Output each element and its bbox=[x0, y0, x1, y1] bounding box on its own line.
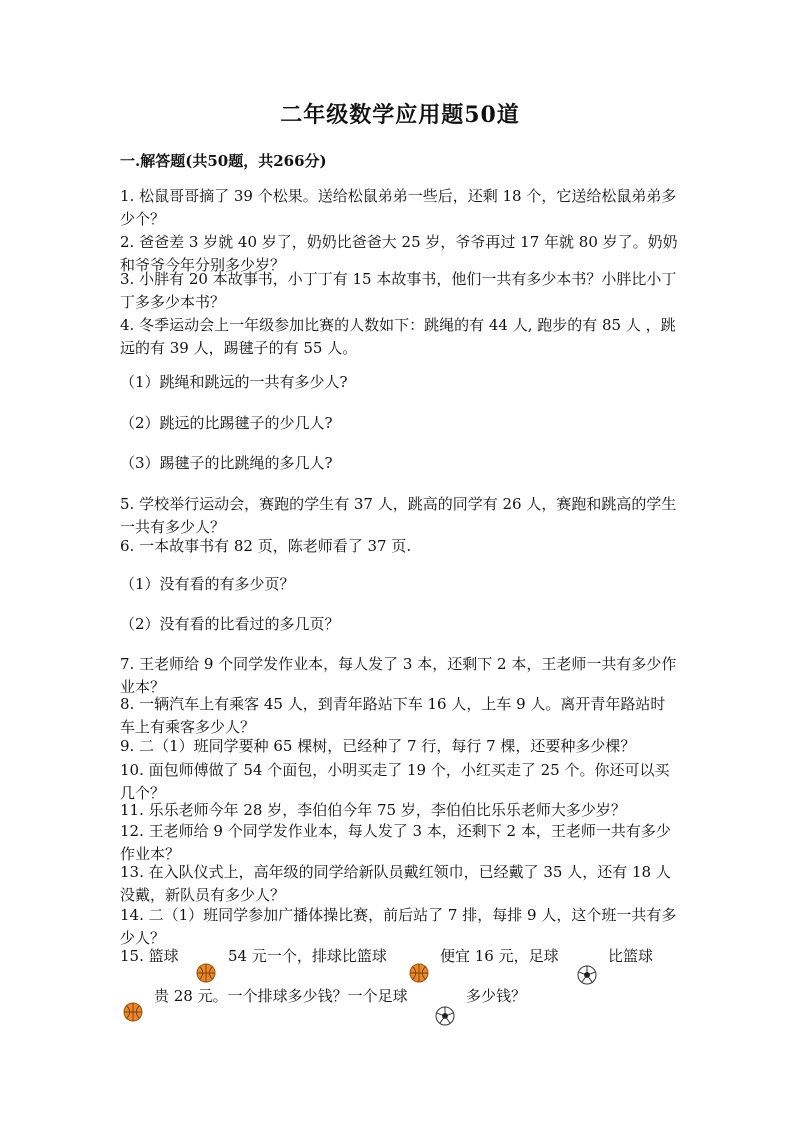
soccer-ball-icon bbox=[435, 1006, 455, 1026]
question-9: 9. 二（1）班同学要种 65 棵树，已经种了 7 行，每行 7 棵，还要种多少棵？ bbox=[120, 737, 636, 755]
question-12: 12. 王老师给 9 个同学发作业本，每人发了 3 本，还剩下 2 本，王老师一共有多少作业本？ bbox=[120, 822, 671, 863]
question-4-sub-3: （3）踢毽子的比跳绳的多几人? bbox=[120, 454, 333, 472]
question-5: 5. 学校举行运动会，赛跑的学生有 37 人，跳高的同学有 26 人，赛跑和跳高的学生一共有多少人？ bbox=[120, 495, 677, 536]
question-15-text-4: 比篮球 bbox=[608, 947, 654, 965]
question-11: 11. 乐乐老师今年 28 岁，李伯伯今年 75 岁，李伯伯比乐乐老师大多少岁？ bbox=[120, 801, 626, 819]
question-4: 4. 冬季运动会上一年级参加比赛的人数如下：跳绳的有 44 人, 跑步的有 85 人 ，跳远的有 39 人，踢毽子的有 55 人。 bbox=[120, 316, 676, 357]
page-title: 二年级数学应用题50道 bbox=[280, 102, 520, 128]
question-15-text-5: 贵 28 元。一个排球多少钱？一个足球 bbox=[154, 987, 408, 1005]
question-13: 13. 在入队仪式上，高年级的同学给新队员戴红领巾，已经戴了 35 人，还有 18 人没戴，新队员有多少人？ bbox=[120, 863, 671, 904]
basketball-icon bbox=[409, 963, 429, 983]
question-15-text-1: 15. 篮球 bbox=[120, 947, 179, 965]
question-14: 14. 二（1）班同学参加广播体操比赛，前后站了 7 排，每排 9 人，这个班一共有多少人？ bbox=[120, 906, 677, 947]
question-10: 10. 面包师傅做了 54 个面包，小明买走了 19 个，小红买走了 25 个。你还可以买几个？ bbox=[120, 761, 670, 802]
question-3: 3. 小胖有 20 本故事书，小丁丁有 15 本故事书，他们一共有多少本书？小胖比小丁丁多多少本书？ bbox=[120, 270, 677, 311]
question-15-text-3: 便宜 16 元，足球 bbox=[440, 947, 559, 965]
question-6-sub-1: （1）没有看的有多少页？ bbox=[120, 575, 295, 593]
basketball-icon bbox=[196, 963, 216, 983]
question-15-text-6: 多少钱？ bbox=[466, 987, 527, 1005]
basketball-icon bbox=[123, 1002, 143, 1022]
question-4-sub-1: （1）跳绳和跳远的一共有多少人? bbox=[120, 373, 348, 391]
question-2: 2. 爸爸差 3 岁就 40 岁了，奶奶比爸爸大 25 岁，爷爷再过 17 年就 80 岁了。奶奶和爷爷今年分别多少岁？ bbox=[120, 233, 678, 274]
question-6: 6. 一本故事书有 82 页，陈老师看了 37 页. bbox=[120, 537, 412, 555]
question-4-sub-2: （2）跳远的比踢毽子的少几人? bbox=[120, 414, 333, 432]
question-1: 1. 松鼠哥哥摘了 39 个松果。送给松鼠弟弟一些后，还剩 18 个，它送给松鼠弟弟多少个？ bbox=[120, 187, 677, 228]
question-6-sub-2: （2）没有看的比看过的多几页？ bbox=[120, 615, 340, 633]
question-8: 8. 一辆汽车上有乘客 45 人，到青年路站下车 16 人，上车 9 人。离开青年路站时车上有乘客多少人？ bbox=[120, 695, 666, 736]
section-heading: 一.解答题(共50题，共266分) bbox=[120, 152, 327, 170]
soccer-ball-icon bbox=[577, 965, 597, 985]
question-7: 7. 王老师给 9 个同学发作业本，每人发了 3 本，还剩下 2 本，王老师一共有多少作业本？ bbox=[120, 655, 677, 696]
question-15-text-2: 54 元一个，排球比篮球 bbox=[228, 947, 387, 965]
